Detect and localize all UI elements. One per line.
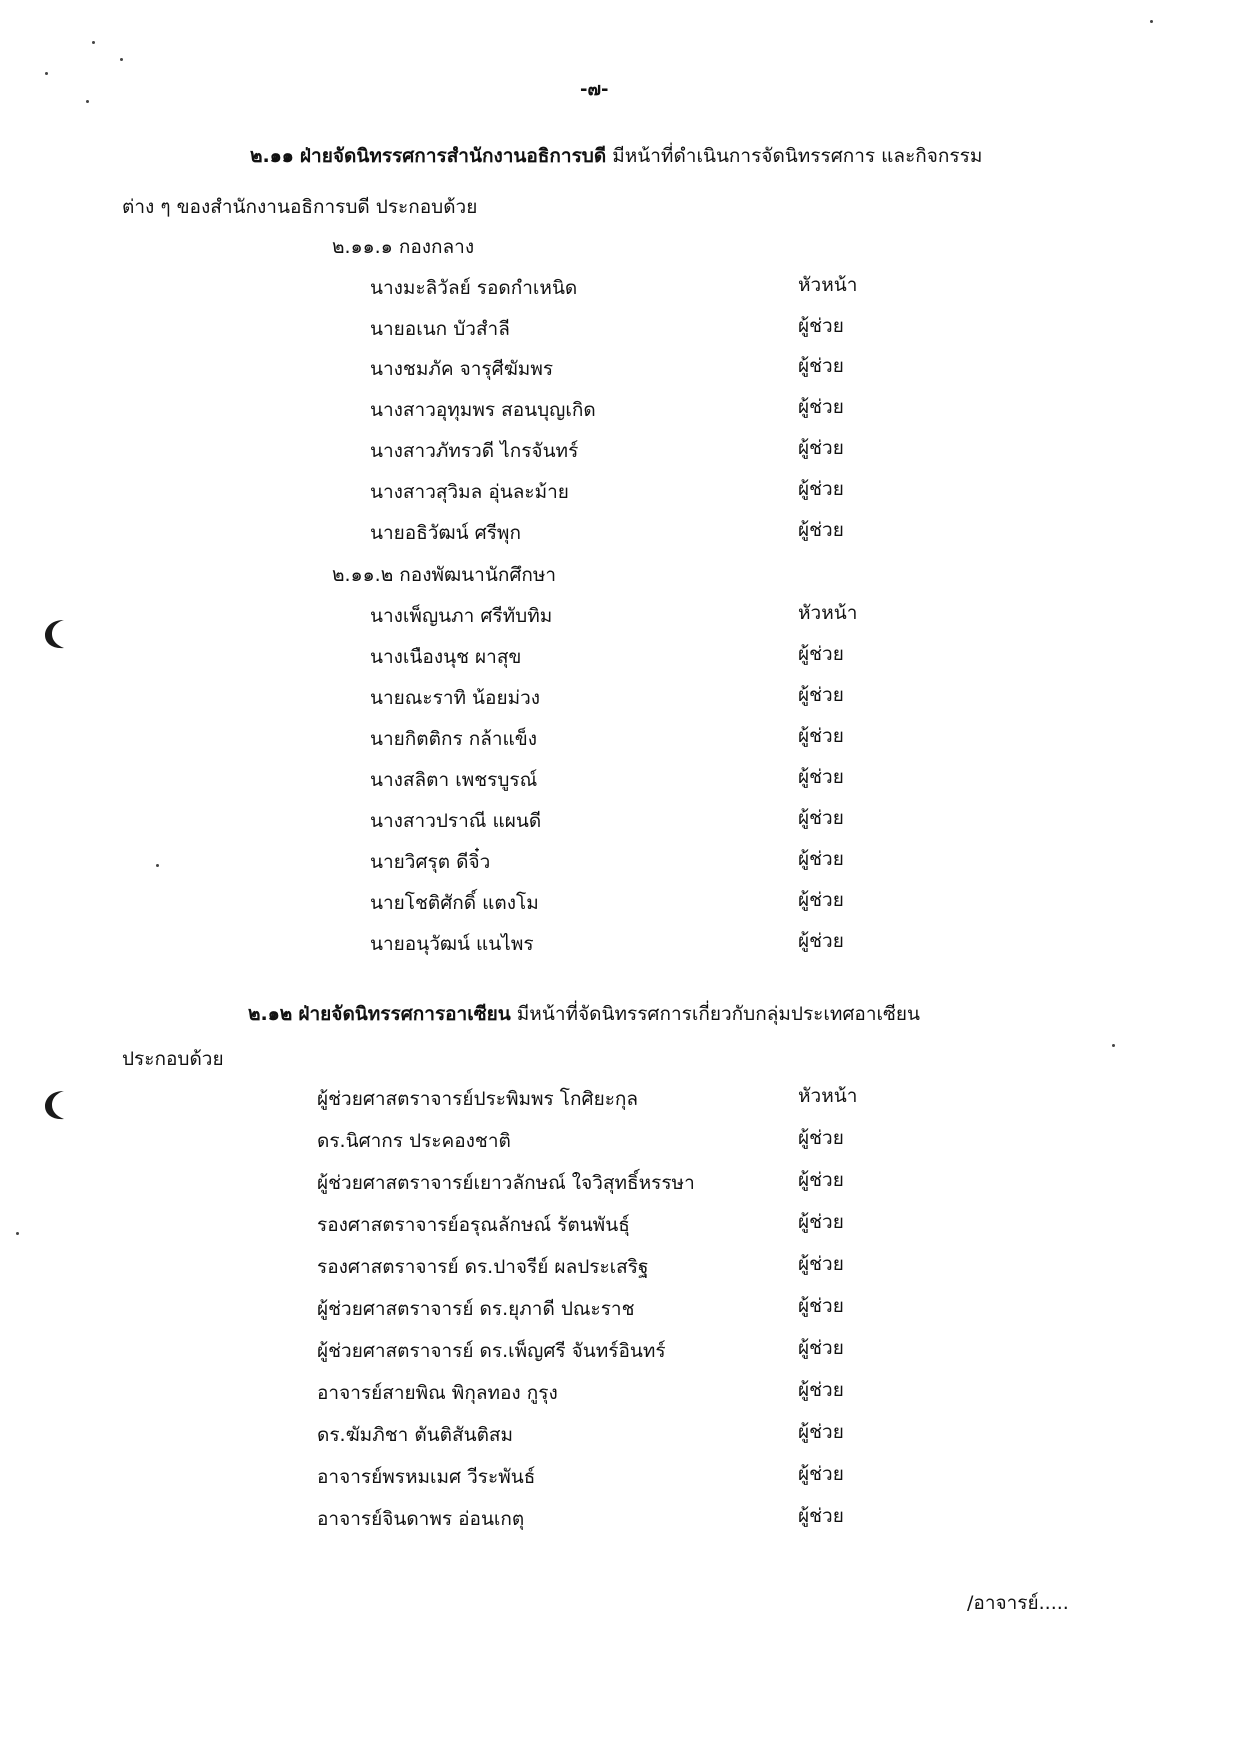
punch-hole-mark (42, 617, 72, 651)
section-2-12-title: ฝ่ายจัดนิทรรศการอาเซียน (298, 1003, 511, 1025)
member-name: อาจารย์จินดาพร อ่อนเกตุ (317, 1508, 525, 1530)
member-role: ผู้ช่วย (798, 1337, 844, 1359)
scan-speck (45, 72, 48, 75)
member-role: ผู้ช่วย (798, 1421, 844, 1443)
member-name: รองศาสตราจารย์อรุณลักษณ์ รัตนพันธุ์ (317, 1214, 630, 1236)
scan-speck (86, 100, 89, 103)
member-name: ดร.ฆัมภิชา ตันติสันติสม (317, 1424, 514, 1446)
member-role: ผู้ช่วย (798, 1211, 844, 1233)
member-role: หัวหน้า (798, 274, 858, 296)
member-role: ผู้ช่วย (798, 315, 844, 337)
member-name: นางเนืองนุช ผาสุข (370, 646, 522, 668)
member-role: ผู้ช่วย (798, 930, 844, 952)
member-name: นายโชติศักดิ์ แตงโม (370, 892, 539, 914)
member-name: นายวิศรุต ดีจิ๋ว (370, 851, 491, 873)
member-role: ผู้ช่วย (798, 519, 844, 541)
member-name: นายอนุวัฒน์ แนไพร (370, 933, 534, 955)
member-role: ผู้ช่วย (798, 1505, 844, 1527)
member-name: นายกิตติกร กล้าแข็ง (370, 728, 538, 750)
member-role: ผู้ช่วย (798, 643, 844, 665)
scan-speck (16, 1232, 19, 1235)
member-name: นายณะราทิ น้อยม่วง (370, 687, 541, 709)
member-role: ผู้ช่วย (798, 1463, 844, 1485)
member-name: นางสาวภัทรวดี ไกรจันทร์ (370, 440, 579, 462)
section-2-11-intro (250, 143, 982, 169)
member-role: ผู้ช่วย (798, 1295, 844, 1317)
section-2-12-intro-rest: มีหน้าที่จัดนิทรรศการเกี่ยวกับกลุ่มประเทศอาเซียน (516, 1003, 921, 1025)
member-role: ผู้ช่วย (798, 1127, 844, 1149)
member-role: หัวหน้า (798, 1085, 858, 1107)
member-name: ผู้ช่วยศาสตราจารย์ประพิมพร โกศิยะกุล (317, 1088, 639, 1110)
member-role: ผู้ช่วย (798, 396, 844, 418)
member-name: นายอธิวัฒน์ ศรีพุก (370, 522, 521, 544)
member-name: อาจารย์พรหมเมศ วีระพันธ์ (317, 1466, 536, 1488)
member-role: ผู้ช่วย (798, 1169, 844, 1191)
section-2-12-intro (248, 1001, 920, 1027)
member-role: ผู้ช่วย (798, 478, 844, 500)
member-role: ผู้ช่วย (798, 766, 844, 788)
section-2-11-number: ๒.๑๑ (250, 145, 294, 167)
member-role: ผู้ช่วย (798, 725, 844, 747)
section-2-11-intro-rest: มีหน้าที่ดำเนินการจัดนิทรรศการ และกิจกรรม (612, 145, 983, 167)
member-role: ผู้ช่วย (798, 437, 844, 459)
page-number: -๗- (580, 79, 609, 100)
scan-speck (156, 864, 159, 867)
member-role: ผู้ช่วย (798, 684, 844, 706)
member-name: นางมะลิวัลย์ รอดกำเหนิด (370, 277, 578, 299)
member-role: ผู้ช่วย (798, 889, 844, 911)
member-name: นางสาวสุวิมล อุ่นละม้าย (370, 481, 569, 503)
member-name: นางชมภัค จารุศีฆัมพร (370, 358, 554, 380)
member-role: ผู้ช่วย (798, 1379, 844, 1401)
continuation-marker: /อาจารย์..... (967, 1592, 1069, 1614)
member-name: ดร.นิศากร ประคองชาติ (317, 1130, 511, 1152)
member-name: นางสาวปราณี แผนดี (370, 810, 542, 832)
member-name: ผู้ช่วยศาสตราจารย์เยาวลักษณ์ ใจวิสุทธิ์หรรษา (317, 1172, 695, 1194)
member-name: อาจารย์สายพิณ พิกุลทอง กูรุง (317, 1382, 558, 1404)
member-role: ผู้ช่วย (798, 848, 844, 870)
subsection-heading: ๒.๑๑.๑ กองกลาง (332, 236, 475, 258)
section-2-11-intro-line2: ต่าง ๆ ของสำนักงานอธิการบดี ประกอบด้วย (122, 196, 478, 218)
subsection-heading: ๒.๑๑.๒ กองพัฒนานักศึกษา (332, 564, 557, 586)
scan-speck (120, 58, 123, 61)
section-2-12-number: ๒.๑๒ (248, 1003, 293, 1025)
scan-speck (1112, 1044, 1115, 1047)
section-2-11-title: ฝ่ายจัดนิทรรศการสำนักงานอธิการบดี (299, 145, 607, 167)
member-name: นางสาวอุทุมพร สอนบุญเกิด (370, 399, 596, 421)
punch-hole-mark (42, 1088, 72, 1122)
member-role: ผู้ช่วย (798, 355, 844, 377)
member-name: รองศาสตราจารย์ ดร.ปาจรีย์ ผลประเสริฐ (317, 1256, 649, 1278)
member-role: หัวหน้า (798, 602, 858, 624)
section-2-12-intro-line2: ประกอบด้วย (122, 1048, 224, 1070)
member-name: นางสลิตา เพชรบูรณ์ (370, 769, 538, 791)
member-name: ผู้ช่วยศาสตราจารย์ ดร.ยุภาดี ปณะราช (317, 1298, 635, 1320)
member-role: ผู้ช่วย (798, 807, 844, 829)
scan-speck (1150, 20, 1153, 23)
member-name: นายอเนก บัวสำลี (370, 318, 510, 340)
member-role: ผู้ช่วย (798, 1253, 844, 1275)
member-name: นางเพ็ญนภา ศรีทับทิม (370, 605, 553, 627)
member-name: ผู้ช่วยศาสตราจารย์ ดร.เพ็ญศรี จันทร์อินทร์ (317, 1340, 666, 1362)
scan-speck (92, 41, 95, 44)
